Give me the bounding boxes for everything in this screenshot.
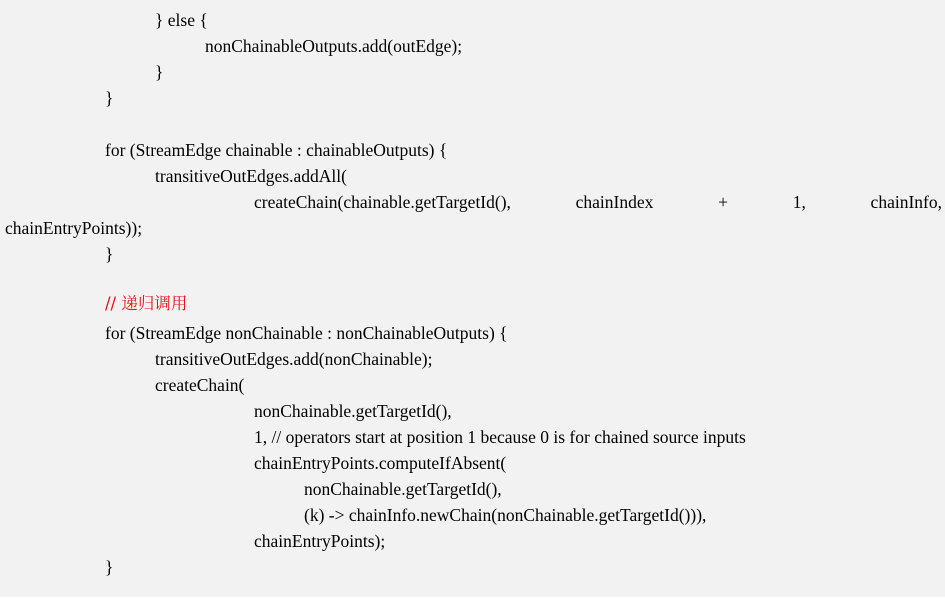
code-line-createchain-args (254, 191, 942, 213)
code-line-close-brace: } (105, 244, 114, 264)
code-line-close-brace: } (105, 88, 114, 108)
code-line-gettargetid: nonChainable.getTargetId(), (304, 479, 502, 499)
code-token: chainIndex (575, 192, 654, 212)
code-line-addall: transitiveOutEdges.addAll( (155, 166, 347, 186)
code-line-newchain: (k) -> chainInfo.newChain(nonChainable.getTargetId())), (304, 505, 707, 525)
code-line-else: } else { (155, 10, 208, 30)
code-line-close-brace: } (105, 557, 114, 577)
code-line-createchain: createChain( (155, 375, 245, 395)
code-line-gettargetid: nonChainable.getTargetId(), (254, 401, 452, 421)
code-line-for-nonchainable: for (StreamEdge nonChainable : nonChainableOutputs) { (105, 323, 508, 343)
code-token: + (718, 192, 728, 212)
code-comment: // 递归调用 (105, 294, 188, 313)
code-line-close-brace: } (155, 62, 164, 82)
code-line-position-comment: 1, // operators start at position 1 because 0 is for chained source inputs (254, 427, 746, 447)
code-line-for-chainable: for (StreamEdge chainable : chainableOutputs) { (105, 140, 448, 160)
code-line-entrypoints: chainEntryPoints)); (5, 218, 143, 238)
code-line-entrypoints-arg: chainEntryPoints); (254, 531, 386, 551)
code-token: chainInfo, (870, 192, 942, 212)
code-token: 1, (792, 192, 806, 212)
code-token: createChain(chainable.getTargetId(), (254, 192, 511, 212)
code-line-add-nonchainable: transitiveOutEdges.add(nonChainable); (155, 349, 433, 369)
code-line-computeifabsent: chainEntryPoints.computeIfAbsent( (254, 453, 507, 473)
code-line-add-outedge: nonChainableOutputs.add(outEdge); (205, 36, 463, 56)
